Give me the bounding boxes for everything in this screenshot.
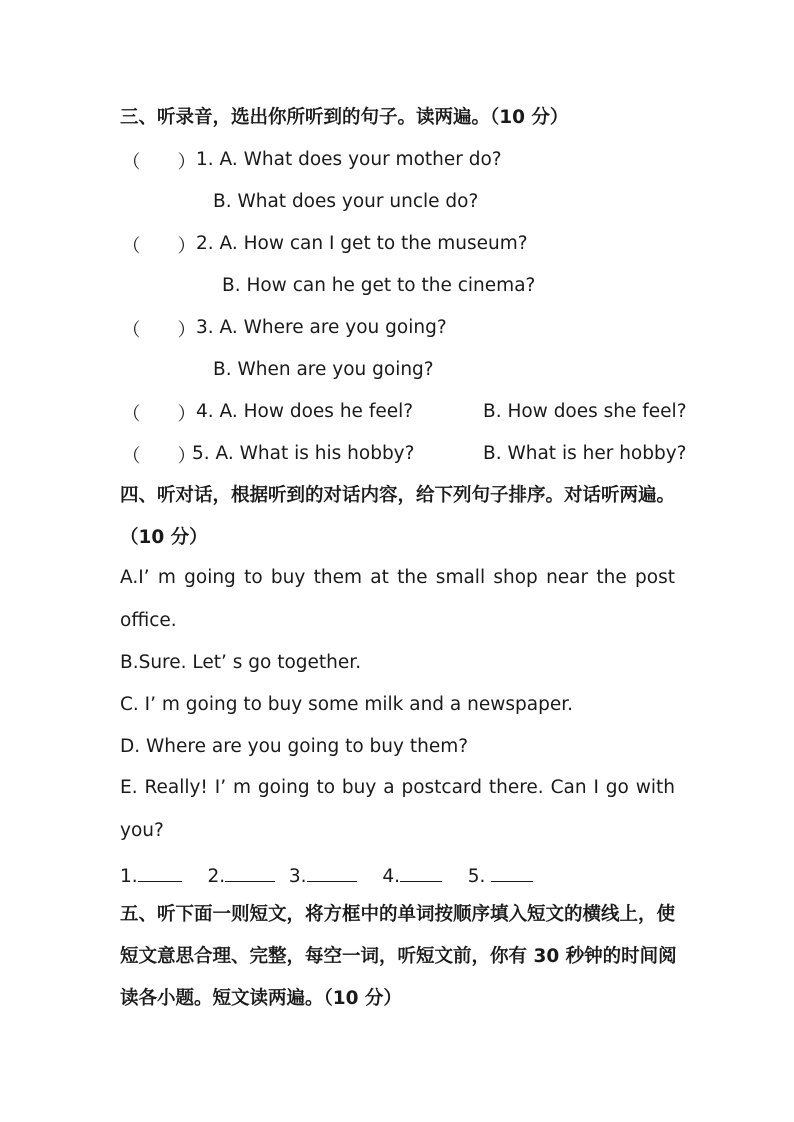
section3-heading: 三、听录音，选出你所听到的句子。读两遍。（10 分） [120,107,569,128]
q3-option-a: 3. A. Where are you going? [196,317,447,338]
sentence-b: B.Sure. Let’ s go together. [120,652,362,673]
q4-option-b: B. How does she feel? [483,401,687,422]
answer-label-1: 1. [120,866,138,887]
q2-option-a: 2. A. How can I get to the museum? [196,233,528,254]
sentence-a-line2: office. [120,610,177,631]
q1-option-a: 1. A. What does your mother do? [196,149,502,170]
answer-paren-1[interactable]: （ ） [122,152,197,173]
section5-heading-line1: 五、听下面一则短文，将方框中的单词按顺序填入短文的横线上，使 [120,904,676,925]
q3-option-b: B. When are you going? [213,359,434,380]
sentence-e-text: E. Really! I’ m going to buy a postcard there. Can I go with [120,777,675,798]
q4-option-a: 4. A. How does he feel? [196,401,414,422]
answer-blank-1[interactable] [138,861,182,882]
answer-blank-2[interactable] [225,861,275,882]
answer-paren-2[interactable]: （ ） [122,236,197,257]
q5-option-b: B. What is her hobby? [483,443,687,464]
answer-blanks-row [120,861,533,889]
q1-option-b: B. What does your uncle do? [213,191,479,212]
answer-blank-5[interactable] [491,861,533,882]
sentence-e-line1 [120,777,675,798]
answer-paren-4[interactable]: （ ） [122,404,197,425]
answer-label-2: 2. [207,866,226,887]
section4-heading-line1: 四、听对话，根据听到的对话内容，给下列句子排序。对话听两遍。 [120,485,676,506]
answer-label-4: 4. [382,866,400,887]
sentence-a-line1 [120,567,675,588]
sentence-a-text: A.I’ m going to buy them at the small shop near the post [120,567,675,588]
answer-paren-5[interactable]: （ ） [122,446,197,467]
answer-paren-3[interactable]: （ ） [122,320,197,341]
answer-blank-3[interactable] [307,861,357,882]
answer-blank-4[interactable] [400,861,442,882]
sentence-e-line2: you? [120,820,164,841]
q2-option-b: B. How can he get to the cinema? [222,275,536,296]
q5-option-a: 5. A. What is his hobby? [192,443,415,464]
sentence-c: C. I’ m going to buy some milk and a newspaper. [120,694,574,715]
section5-heading-line3: 读各小题。短文读两遍。（10 分） [120,988,402,1009]
sentence-d: D. Where are you going to buy them? [120,736,469,757]
section5-heading-line2: 短文意思合理、完整，每空一词，听短文前，你有 30 秒钟的时间阅 [120,946,677,967]
answer-label-5: 5. [467,866,486,887]
section4-heading-line2: （10 分） [120,527,208,548]
answer-label-3: 3. [288,866,307,887]
